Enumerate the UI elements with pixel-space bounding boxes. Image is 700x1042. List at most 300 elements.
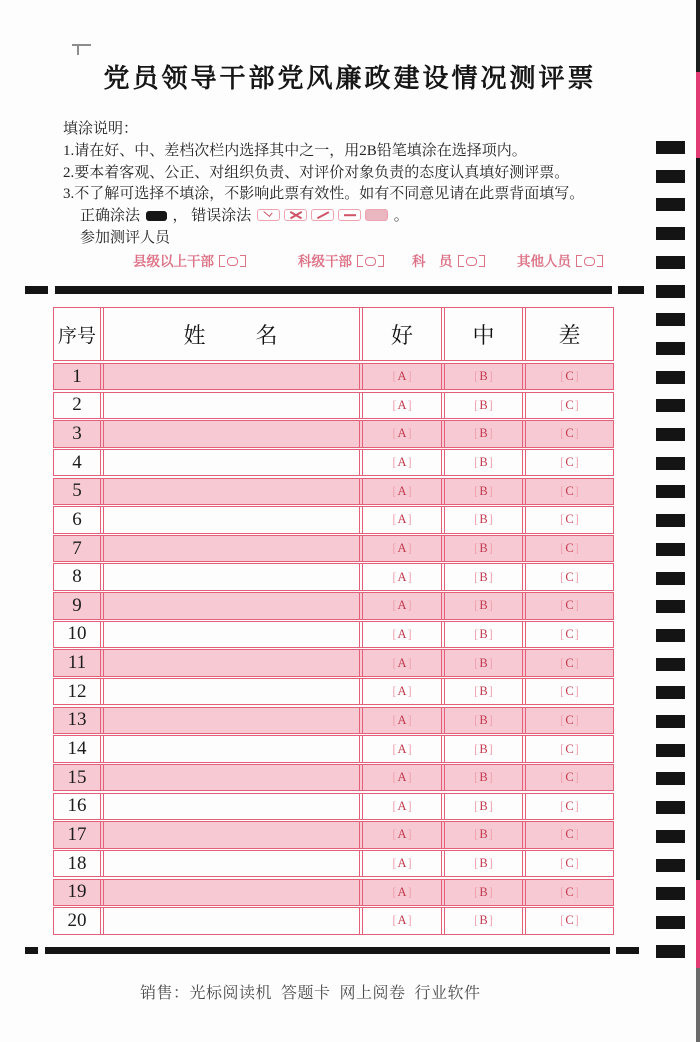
option-letter: A — [397, 655, 407, 670]
timing-mark — [656, 457, 685, 470]
option-bracket: [ — [474, 741, 479, 756]
option-cell-C — [522, 765, 613, 790]
option-cell-B — [441, 536, 522, 561]
name-cell — [100, 421, 359, 446]
option-bracket: [ — [560, 541, 565, 556]
option-letter: A — [397, 483, 407, 498]
table-row-7 — [53, 535, 614, 562]
option-bracket: ] — [407, 741, 412, 756]
option-letter: C — [565, 770, 574, 785]
option-letter: A — [397, 397, 407, 412]
option-letter: C — [565, 741, 574, 756]
option-bracket: ] — [407, 455, 412, 470]
timing-mark — [656, 887, 685, 900]
option-bracket: [ — [474, 541, 479, 556]
row-index: 8 — [72, 566, 82, 588]
table-row-4 — [53, 449, 614, 476]
timing-mark — [656, 170, 685, 183]
sync-bar-top — [55, 286, 612, 294]
option-letter: A — [397, 569, 407, 584]
sync-bar-bottom — [45, 947, 610, 954]
option-bracket: [ — [392, 913, 397, 928]
option-cell-B — [441, 479, 522, 504]
timing-mark — [656, 227, 685, 240]
timing-mark — [656, 830, 685, 843]
option-letter: C — [565, 369, 574, 384]
option-letter: A — [397, 541, 407, 556]
option-cell-C — [522, 794, 613, 819]
option-bracket: [ — [560, 369, 565, 384]
option-bracket: [ — [392, 455, 397, 470]
row-index: 7 — [72, 537, 82, 559]
table-row-20 — [53, 907, 614, 934]
option-cell-B — [441, 593, 522, 618]
option-bracket: ] — [488, 426, 493, 441]
name-cell — [100, 908, 359, 933]
option-bracket: [ — [392, 483, 397, 498]
option-bracket: ] — [574, 397, 579, 412]
timing-mark — [656, 629, 685, 642]
option-bracket: ] — [407, 913, 412, 928]
option-letter: C — [565, 541, 574, 556]
option-bracket: ] — [407, 884, 412, 899]
option-letter: C — [565, 626, 574, 641]
option-cell-A — [359, 393, 441, 418]
table-row-10 — [53, 621, 614, 648]
option-cell-C — [522, 908, 613, 933]
table-row-8 — [53, 563, 614, 590]
option-letter: A — [397, 426, 407, 441]
right-edge-line-segment — [696, 880, 700, 968]
category-label: 县级以上干部 — [133, 254, 214, 269]
fill-method-line — [63, 206, 638, 228]
correct-method-label: 正确涂法 — [80, 208, 141, 225]
table-row-17 — [53, 821, 614, 848]
option-cell-C — [522, 364, 613, 389]
option-bracket: ] — [488, 913, 493, 928]
table-row-19 — [53, 879, 614, 906]
correct-fill-example — [146, 211, 167, 221]
wrong-fill-example-slash — [311, 209, 334, 221]
option-bracket: ] — [488, 483, 493, 498]
row-index: 4 — [72, 451, 82, 473]
option-letter: A — [397, 369, 407, 384]
timing-mark — [656, 600, 685, 613]
table-row-2 — [53, 392, 614, 419]
category-mark-box — [458, 255, 485, 267]
option-bracket: ] — [574, 798, 579, 813]
category-item-4 — [517, 250, 603, 270]
option-bracket: [ — [474, 455, 479, 470]
header-cell-medium: 中 — [441, 308, 522, 360]
option-bracket: [ — [560, 512, 565, 527]
table-row-12 — [53, 678, 614, 705]
option-cell-A — [359, 536, 441, 561]
option-cell-A — [359, 564, 441, 589]
option-bracket: ] — [488, 626, 493, 641]
option-letter: C — [565, 397, 574, 412]
option-letter: B — [479, 455, 488, 470]
category-item-3 — [412, 250, 485, 270]
option-bracket: [ — [392, 512, 397, 527]
option-bracket: ] — [407, 856, 412, 871]
option-cell-B — [441, 450, 522, 475]
option-letter: B — [479, 483, 488, 498]
timing-mark — [656, 686, 685, 699]
option-bracket: [ — [474, 827, 479, 842]
option-letter: B — [479, 798, 488, 813]
option-letter: C — [565, 884, 574, 899]
wrong-fill-examples — [255, 208, 390, 224]
option-letter: A — [397, 626, 407, 641]
row-index: 14 — [67, 738, 87, 760]
option-bracket: [ — [560, 884, 565, 899]
option-bracket: [ — [560, 856, 565, 871]
option-letter: C — [565, 655, 574, 670]
option-bracket: [ — [392, 712, 397, 727]
option-cell-B — [441, 736, 522, 761]
name-cell — [100, 479, 359, 504]
option-cell-B — [441, 880, 522, 905]
timing-mark — [656, 658, 685, 671]
option-bracket: [ — [392, 598, 397, 613]
timing-mark — [656, 916, 685, 929]
option-cell-A — [359, 364, 441, 389]
option-cell-B — [441, 679, 522, 704]
sync-square-bottom-left — [25, 947, 38, 954]
option-cell-A — [359, 650, 441, 675]
row-index: 9 — [72, 594, 82, 616]
option-bracket: [ — [392, 626, 397, 641]
timing-mark — [656, 256, 685, 269]
option-cell-A — [359, 421, 441, 446]
option-cell-A — [359, 593, 441, 618]
row-index: 11 — [67, 652, 87, 674]
option-bracket: [ — [560, 712, 565, 727]
option-letter: A — [397, 856, 407, 871]
option-cell-C — [522, 421, 613, 446]
sync-square-top-left — [25, 286, 48, 294]
option-bracket: [ — [392, 569, 397, 584]
row-index: 12 — [67, 680, 87, 702]
row-index: 17 — [67, 823, 87, 845]
name-cell — [100, 765, 359, 790]
option-bracket: ] — [574, 827, 579, 842]
option-bracket: [ — [560, 827, 565, 842]
option-letter: C — [565, 684, 574, 699]
option-bracket: ] — [407, 512, 412, 527]
option-cell-C — [522, 822, 613, 847]
option-bracket: ] — [488, 655, 493, 670]
option-bracket: ] — [407, 655, 412, 670]
option-letter: B — [479, 512, 488, 527]
name-cell — [100, 593, 359, 618]
option-bracket: [ — [560, 626, 565, 641]
option-bracket: [ — [392, 397, 397, 412]
option-cell-A — [359, 851, 441, 876]
option-cell-B — [441, 708, 522, 733]
option-bracket: ] — [488, 455, 493, 470]
table-row-11 — [53, 649, 614, 676]
option-bracket: [ — [560, 569, 565, 584]
name-cell — [100, 622, 359, 647]
option-bracket: ] — [574, 741, 579, 756]
option-bracket: ] — [488, 598, 493, 613]
timing-mark — [656, 715, 685, 728]
option-letter: A — [397, 827, 407, 842]
option-bracket: ] — [574, 626, 579, 641]
timing-mark — [656, 198, 685, 211]
option-letter: B — [479, 397, 488, 412]
option-bracket: ] — [488, 569, 493, 584]
right-edge-line-segment — [696, 0, 700, 72]
name-cell — [100, 794, 359, 819]
option-letter: A — [397, 884, 407, 899]
option-letter: B — [479, 569, 488, 584]
option-letter: A — [397, 770, 407, 785]
option-letter: B — [479, 541, 488, 556]
instruction-line-1: 1.请在好、中、差档次栏内选择其中之一，用2B铅笔填涂在选择项内。 — [63, 142, 527, 159]
row-index: 10 — [67, 623, 87, 645]
option-cell-B — [441, 564, 522, 589]
wrong-fill-example-dash — [338, 209, 361, 221]
name-cell — [100, 650, 359, 675]
option-letter: A — [397, 913, 407, 928]
option-bracket: ] — [407, 369, 412, 384]
option-bracket: ] — [574, 598, 579, 613]
option-bracket: [ — [560, 426, 565, 441]
option-bracket: [ — [560, 770, 565, 785]
timing-mark — [656, 572, 685, 585]
option-bracket: ] — [407, 483, 412, 498]
option-bracket: [ — [560, 684, 565, 699]
option-bracket: ] — [488, 741, 493, 756]
footer-text: 销售：光标阅读机 答题卡 网上阅卷 行业软件 — [140, 985, 481, 1002]
option-letter: C — [565, 856, 574, 871]
option-bracket: ] — [574, 369, 579, 384]
option-bracket: [ — [392, 684, 397, 699]
option-bracket: [ — [474, 913, 479, 928]
participant-categories-row — [0, 250, 700, 268]
option-cell-A — [359, 794, 441, 819]
option-bracket: [ — [474, 798, 479, 813]
row-index: 19 — [67, 881, 87, 903]
option-cell-A — [359, 765, 441, 790]
registration-mark — [72, 44, 91, 55]
table-body — [53, 363, 614, 935]
timing-mark — [656, 772, 685, 785]
row-index: 6 — [72, 508, 82, 530]
option-bracket: [ — [392, 856, 397, 871]
page-title: 党员领导干部党风廉政建设情况测评票 — [103, 64, 597, 93]
table-row-18 — [53, 850, 614, 877]
option-letter: C — [565, 455, 574, 470]
wrong-fill-example-cross — [284, 209, 307, 221]
option-cell-B — [441, 622, 522, 647]
option-letter: B — [479, 827, 488, 842]
option-bracket: ] — [407, 397, 412, 412]
option-bracket: [ — [474, 369, 479, 384]
option-cell-B — [441, 421, 522, 446]
option-cell-A — [359, 880, 441, 905]
option-cell-C — [522, 393, 613, 418]
row-index: 13 — [67, 709, 87, 731]
sync-square-bottom-right — [616, 947, 639, 954]
option-cell-C — [522, 679, 613, 704]
option-cell-B — [441, 794, 522, 819]
category-item-1 — [133, 250, 246, 270]
mark-box-inner — [365, 257, 376, 266]
option-letter: B — [479, 598, 488, 613]
option-bracket: ] — [574, 426, 579, 441]
option-bracket: [ — [560, 397, 565, 412]
category-label: 科 员 — [412, 254, 453, 269]
timing-mark — [656, 859, 685, 872]
option-cell-C — [522, 564, 613, 589]
option-letter: A — [397, 712, 407, 727]
option-bracket: [ — [560, 655, 565, 670]
option-bracket: [ — [392, 655, 397, 670]
timing-mark — [656, 485, 685, 498]
mark-box-inner — [584, 257, 595, 266]
sync-square-top-right — [618, 286, 644, 294]
option-cell-A — [359, 908, 441, 933]
category-label: 科级干部 — [298, 254, 352, 269]
name-cell — [100, 507, 359, 532]
wrong-method-label: 错误涂法 — [191, 208, 252, 225]
option-letter: B — [479, 856, 488, 871]
option-bracket: [ — [474, 512, 479, 527]
option-letter: C — [565, 798, 574, 813]
option-bracket: ] — [488, 798, 493, 813]
option-bracket: ] — [407, 541, 412, 556]
timing-mark — [656, 313, 685, 326]
name-cell — [100, 822, 359, 847]
option-bracket: ] — [574, 770, 579, 785]
option-letter: B — [479, 770, 488, 785]
name-cell — [100, 536, 359, 561]
table-row-16 — [53, 793, 614, 820]
name-cell — [100, 564, 359, 589]
table-row-5 — [53, 478, 614, 505]
option-bracket: [ — [392, 770, 397, 785]
option-cell-B — [441, 822, 522, 847]
option-letter: B — [479, 741, 488, 756]
participants-label: 参加测评人员 — [80, 229, 171, 246]
row-index: 15 — [67, 766, 87, 788]
option-bracket: ] — [574, 455, 579, 470]
option-letter: C — [565, 483, 574, 498]
option-letter: C — [565, 569, 574, 584]
option-letter: A — [397, 512, 407, 527]
option-letter: A — [397, 798, 407, 813]
row-index: 2 — [72, 394, 82, 416]
option-letter: A — [397, 684, 407, 699]
option-bracket: [ — [474, 626, 479, 641]
right-edge-line-segment — [696, 158, 700, 880]
option-bracket: [ — [474, 884, 479, 899]
option-letter: C — [565, 426, 574, 441]
option-cell-B — [441, 851, 522, 876]
option-bracket: ] — [574, 483, 579, 498]
option-letter: B — [479, 913, 488, 928]
option-cell-C — [522, 536, 613, 561]
timing-mark — [656, 801, 685, 814]
option-letter: C — [565, 827, 574, 842]
option-bracket: [ — [474, 397, 479, 412]
wrong-fill-example-fill — [365, 209, 388, 221]
option-cell-B — [441, 765, 522, 790]
option-letter: A — [397, 455, 407, 470]
option-bracket: [ — [560, 483, 565, 498]
option-bracket: [ — [392, 884, 397, 899]
option-bracket: ] — [488, 684, 493, 699]
option-cell-C — [522, 650, 613, 675]
period-text: 。 — [393, 208, 409, 225]
option-bracket: [ — [560, 455, 565, 470]
row-index: 20 — [67, 909, 87, 931]
option-cell-B — [441, 650, 522, 675]
row-index: 16 — [67, 795, 87, 817]
option-bracket: ] — [407, 426, 412, 441]
category-mark-box — [357, 255, 384, 267]
option-bracket: ] — [488, 884, 493, 899]
name-cell — [100, 364, 359, 389]
option-bracket: ] — [574, 913, 579, 928]
timing-mark — [656, 285, 685, 298]
option-cell-C — [522, 851, 613, 876]
timing-mark — [656, 141, 685, 154]
option-bracket: ] — [574, 684, 579, 699]
option-bracket: [ — [560, 598, 565, 613]
option-cell-C — [522, 450, 613, 475]
option-bracket: [ — [474, 770, 479, 785]
option-bracket: ] — [488, 856, 493, 871]
option-cell-C — [522, 736, 613, 761]
name-cell — [100, 851, 359, 876]
option-cell-C — [522, 880, 613, 905]
table-row-3 — [53, 420, 614, 447]
option-letter: B — [479, 426, 488, 441]
option-cell-C — [522, 708, 613, 733]
option-bracket: ] — [407, 684, 412, 699]
option-bracket: [ — [474, 655, 479, 670]
option-bracket: ] — [407, 827, 412, 842]
header-cell-poor: 差 — [522, 308, 613, 360]
option-bracket: ] — [574, 569, 579, 584]
row-index: 1 — [72, 365, 82, 387]
timing-mark — [656, 744, 685, 757]
option-letter: C — [565, 712, 574, 727]
name-cell — [100, 450, 359, 475]
row-index: 5 — [72, 480, 82, 502]
timing-mark — [656, 543, 685, 556]
category-item-2 — [298, 250, 384, 270]
mark-box-inner — [466, 257, 477, 266]
option-bracket: [ — [560, 913, 565, 928]
option-cell-B — [441, 507, 522, 532]
option-bracket: ] — [574, 884, 579, 899]
option-bracket: [ — [392, 369, 397, 384]
option-bracket: ] — [488, 369, 493, 384]
option-cell-B — [441, 364, 522, 389]
option-bracket: [ — [474, 684, 479, 699]
wrong-fill-example-check — [257, 209, 280, 221]
option-bracket: ] — [407, 598, 412, 613]
option-letter: C — [565, 598, 574, 613]
option-bracket: [ — [474, 598, 479, 613]
option-cell-A — [359, 736, 441, 761]
